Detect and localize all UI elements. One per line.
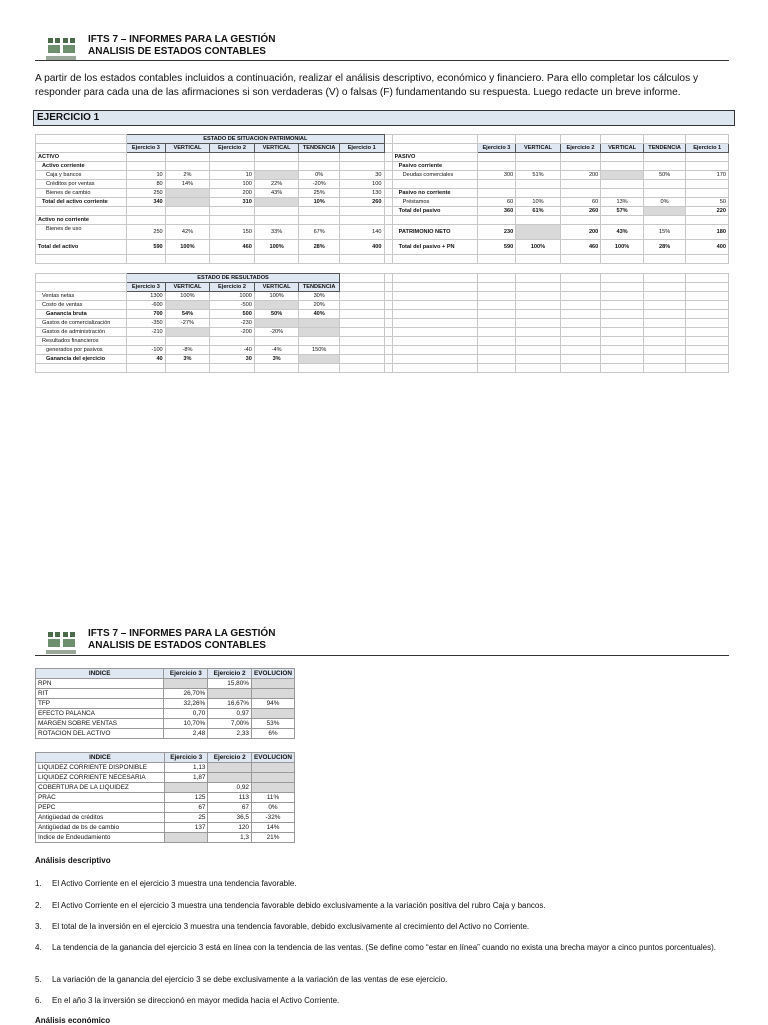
cell: EFECTO PALANCA [36, 709, 164, 719]
cell [516, 225, 561, 240]
col-header: VERTICAL [254, 283, 299, 292]
exercise-title: EJERCICIO 1 [33, 110, 735, 126]
item-text: La tendencia de la ganancia del ejercicio 3 está en línea con la tendencia de las ventas. (Se define como “estar en línea” cuando no exista una brecha mayor a cinco puntos porcentuales). [52, 943, 716, 952]
cell: 3% [254, 355, 299, 364]
col-header: Ejercicio 2 [208, 669, 252, 679]
cell: 2,33 [208, 729, 252, 739]
cell: 0,97 [208, 709, 252, 719]
row-label: Ganancia del ejercicio [36, 355, 127, 364]
cell: 67% [299, 225, 340, 240]
item-text: En el año 3 la inversión se direccionó en mayor medida hacia el Activo Corriente. [52, 996, 340, 1005]
cell: 460 [560, 240, 601, 255]
cell: 60 [477, 198, 516, 207]
institution-logo-icon [46, 630, 76, 654]
col-header: TENDENCIA [299, 144, 340, 153]
cell [254, 319, 299, 328]
cell: 100 [339, 180, 384, 189]
cell: 0% [643, 198, 686, 207]
col-header: Ejercicio 3 [164, 669, 208, 679]
row-label: Gastos de comercialización [36, 319, 127, 328]
cell: 30% [299, 292, 340, 301]
cell: 32,26% [164, 699, 208, 709]
table-row [36, 225, 729, 240]
table-row [36, 833, 295, 843]
cell: 60 [560, 198, 601, 207]
cell: 28% [299, 240, 340, 255]
cell [164, 833, 208, 843]
cell [208, 763, 252, 773]
cell: 30 [210, 355, 255, 364]
row-label: Activo no corriente [36, 216, 127, 225]
cell: 250 [127, 225, 166, 240]
item-number: 4. [35, 943, 42, 952]
cell: 300 [477, 171, 516, 180]
row-label: ACTIVO [36, 153, 127, 162]
header-title: IFTS 7 – INFORMES PARA LA GESTIÓN [88, 34, 276, 45]
cell: 6% [251, 729, 294, 739]
cell: 25 [164, 813, 208, 823]
balance-sheet-title: ESTADO DE SITUACION PATRIMONIAL [127, 135, 384, 144]
economic-index-table [35, 668, 295, 739]
cell: 130 [339, 189, 384, 198]
cell: -8% [165, 346, 210, 355]
cell: 125 [164, 793, 208, 803]
col-header: VERTICAL [601, 144, 644, 153]
table-row [36, 292, 729, 301]
section-title-descriptivo: Análisis descriptivo [35, 856, 111, 865]
cell [251, 709, 294, 719]
cell: 25% [299, 189, 340, 198]
table-row [36, 679, 295, 689]
cell: 500 [210, 310, 255, 319]
cell: 11% [251, 793, 294, 803]
row-label: Pasivo no corriente [392, 189, 477, 198]
cell [299, 319, 340, 328]
cell: 7,00% [208, 719, 252, 729]
cell: 26,70% [164, 689, 208, 699]
col-header: INDICE [36, 669, 164, 679]
cell: 260 [560, 207, 601, 216]
col-header: TENDENCIA [299, 283, 340, 292]
col-header: Ejercicio 2 [208, 753, 252, 763]
cell: 590 [127, 240, 166, 255]
table-row [36, 346, 729, 355]
cell: PEPC [36, 803, 165, 813]
item-text: La variación de la ganancia del ejercicio 3 se debe exclusivamente a la variación de las ventas de ese ejercicio. [52, 975, 448, 984]
cell: 50% [643, 171, 686, 180]
cell: 0% [299, 171, 340, 180]
cell [251, 679, 294, 689]
income-statement-table [35, 273, 729, 373]
cell: 67 [208, 803, 252, 813]
table-row [36, 719, 295, 729]
table-row [36, 207, 729, 216]
col-header: Ejercicio 1 [686, 144, 729, 153]
cell [165, 198, 210, 207]
col-header: Ejercicio 3 [127, 283, 166, 292]
cell [251, 783, 294, 793]
item-text: El total de la inversión en el ejercicio 3 muestra una tendencia favorable, debido exclusivamente al crecimiento del Activo no Corriente. [52, 922, 530, 931]
cell: 33% [254, 225, 299, 240]
col-header: Ejercicio 1 [339, 144, 384, 153]
cell: 200 [560, 225, 601, 240]
cell: 28% [643, 240, 686, 255]
cell: 220 [686, 207, 729, 216]
cell: TFP [36, 699, 164, 709]
cell: -350 [127, 319, 166, 328]
table-row [36, 793, 295, 803]
row-label: PATRIMONIO NETO [392, 225, 477, 240]
cell: -4% [254, 346, 299, 355]
cell: Antigüedad de bs de cambio [36, 823, 165, 833]
section-title-economico: Análisis económico [35, 1016, 111, 1025]
cell [299, 328, 340, 337]
row-label: Préstamos [392, 198, 477, 207]
cell [164, 783, 208, 793]
cell [643, 207, 686, 216]
cell: 100 [210, 180, 255, 189]
cell [165, 189, 210, 198]
header-rule [35, 655, 729, 656]
cell: 54% [165, 310, 210, 319]
cell: 230 [477, 225, 516, 240]
table-row [36, 240, 729, 255]
cell: 340 [127, 198, 166, 207]
cell: 310 [210, 198, 255, 207]
cell: 140 [339, 225, 384, 240]
col-header: TENDENCIA [643, 144, 686, 153]
cell: 40 [127, 355, 166, 364]
cell [251, 689, 294, 699]
cell: 150% [299, 346, 340, 355]
cell: 57% [601, 207, 644, 216]
cell: COBERTURA DE LA LIQUIDEZ [36, 783, 165, 793]
cell: 80 [127, 180, 166, 189]
cell: 0,92 [208, 783, 252, 793]
table-row [36, 813, 295, 823]
cell: 120 [208, 823, 252, 833]
table-row [36, 783, 295, 793]
table-row [36, 328, 729, 337]
cell: 61% [516, 207, 561, 216]
cell: 1000 [210, 292, 255, 301]
cell: RIT [36, 689, 164, 699]
cell: 16,67% [208, 699, 252, 709]
cell: 2,48 [164, 729, 208, 739]
cell: 14% [165, 180, 210, 189]
cell: 10% [299, 198, 340, 207]
cell: 100% [165, 240, 210, 255]
cell: 590 [477, 240, 516, 255]
col-header: EVOLUCION [251, 669, 294, 679]
cell [254, 198, 299, 207]
cell: 20% [299, 301, 340, 310]
row-label: Ganancia bruta [36, 310, 127, 319]
row-label: PASIVO [392, 153, 477, 162]
cell: 100% [165, 292, 210, 301]
cell: 36,5 [208, 813, 252, 823]
cell [164, 679, 208, 689]
item-number: 5. [35, 975, 42, 984]
cell: 260 [339, 198, 384, 207]
list-item [35, 900, 735, 911]
table-row [36, 729, 295, 739]
row-label: Créditos por ventas [36, 180, 127, 189]
list-item [35, 921, 735, 932]
cell: LIQUIDEZ CORRIENTE DISPONIBLE [36, 763, 165, 773]
table-row [36, 763, 295, 773]
header-rule [35, 60, 729, 61]
cell: 43% [601, 225, 644, 240]
cell: Indice de Endeudamiento [36, 833, 165, 843]
cell: 1,3 [208, 833, 252, 843]
financial-index-table [35, 752, 295, 843]
cell: 94% [251, 699, 294, 709]
table-row [36, 180, 729, 189]
cell [254, 171, 299, 180]
col-header: Ejercicio 3 [477, 144, 516, 153]
row-label: Total del pasivo [392, 207, 477, 216]
header-subtitle: ANALISIS DE ESTADOS CONTABLES [88, 640, 266, 651]
header-title: IFTS 7 – INFORMES PARA LA GESTIÓN [88, 628, 276, 639]
row-label: Total del activo corriente [36, 198, 127, 207]
cell: 15% [643, 225, 686, 240]
table-row [36, 301, 729, 310]
col-header: VERTICAL [254, 144, 299, 153]
table-row [36, 689, 295, 699]
table-row [36, 337, 729, 346]
cell [208, 689, 252, 699]
row-label: generados por pasivos [36, 346, 127, 355]
cell: 30 [339, 171, 384, 180]
cell: 42% [165, 225, 210, 240]
cell: 100% [601, 240, 644, 255]
item-number: 6. [35, 996, 42, 1005]
income-statement-title: ESTADO DE RESULTADOS [127, 274, 340, 283]
cell: -230 [210, 319, 255, 328]
row-label: Caja y bancos [36, 171, 127, 180]
cell: 0% [251, 803, 294, 813]
cell: 43% [254, 189, 299, 198]
col-header: Ejercicio 3 [164, 753, 208, 763]
row-label: Total del activo [36, 240, 127, 255]
cell: 40% [299, 310, 340, 319]
cell [165, 328, 210, 337]
table-row [36, 709, 295, 719]
item-number: 3. [35, 922, 42, 931]
cell: ROTACION DEL ACTIVO [36, 729, 164, 739]
item-number: 1. [35, 879, 42, 888]
cell: 200 [210, 189, 255, 198]
cell: 460 [210, 240, 255, 255]
cell: -40 [210, 346, 255, 355]
cell [254, 301, 299, 310]
cell: 250 [127, 189, 166, 198]
cell: 100% [516, 240, 561, 255]
table-row [36, 198, 729, 207]
col-header: INDICE [36, 753, 165, 763]
cell: 400 [339, 240, 384, 255]
cell: RPN [36, 679, 164, 689]
cell: PRAC [36, 793, 165, 803]
table-row [36, 823, 295, 833]
cell: 10 [210, 171, 255, 180]
cell [299, 355, 340, 364]
row-label: Bienes de cambio [36, 189, 127, 198]
cell [601, 171, 644, 180]
cell: 113 [208, 793, 252, 803]
col-header: VERTICAL [516, 144, 561, 153]
item-number: 2. [35, 901, 42, 910]
table-row [36, 699, 295, 709]
item-text: El Activo Corriente en el ejercicio 3 muestra una tendencia favorable debido exclusivamente a la variación positiva del rubro Caja y bancos. [52, 901, 546, 910]
list-item [35, 995, 735, 1006]
col-header: Ejercicio 2 [210, 144, 255, 153]
cell: 2% [165, 171, 210, 180]
cell: -200 [210, 328, 255, 337]
cell: 50 [686, 198, 729, 207]
cell: 400 [686, 240, 729, 255]
institution-logo-icon [46, 36, 76, 60]
cell [251, 763, 294, 773]
row-label: Costo de ventas [36, 301, 127, 310]
table-row [36, 803, 295, 813]
cell: 170 [686, 171, 729, 180]
cell: 3% [165, 355, 210, 364]
header-subtitle: ANALISIS DE ESTADOS CONTABLES [88, 46, 266, 57]
col-header: VERTICAL [165, 283, 210, 292]
table-row [36, 355, 729, 364]
cell: -20% [254, 328, 299, 337]
cell: 21% [251, 833, 294, 843]
cell: 1,87 [164, 773, 208, 783]
balance-sheet-table [35, 134, 729, 264]
cell: -210 [127, 328, 166, 337]
cell: 10 [127, 171, 166, 180]
page-header-2 [46, 628, 275, 654]
row-label: Deudas comerciales [392, 171, 477, 180]
col-header: Ejercicio 3 [127, 144, 166, 153]
col-header: Ejercicio 2 [560, 144, 601, 153]
cell: 180 [686, 225, 729, 240]
table-row [36, 773, 295, 783]
page-header [46, 34, 275, 60]
row-label: Pasivo corriente [392, 162, 477, 171]
cell: -500 [210, 301, 255, 310]
cell [251, 773, 294, 783]
cell: 100% [254, 292, 299, 301]
cell: -20% [299, 180, 340, 189]
cell: 53% [251, 719, 294, 729]
row-label: Activo corriente [36, 162, 127, 171]
cell: 200 [560, 171, 601, 180]
row-label: Gastos de administración [36, 328, 127, 337]
cell: 67 [164, 803, 208, 813]
table-row [36, 171, 729, 180]
cell: -600 [127, 301, 166, 310]
col-header: Ejercicio 2 [210, 283, 255, 292]
cell: MARGEN SOBRE VENTAS [36, 719, 164, 729]
row-label: Total del pasivo + PN [392, 240, 477, 255]
cell: -100 [127, 346, 166, 355]
cell: -32% [251, 813, 294, 823]
table-row [36, 189, 729, 198]
cell: 10% [516, 198, 561, 207]
cell: 1300 [127, 292, 166, 301]
col-header: EVOLUCION [251, 753, 294, 763]
cell: -27% [165, 319, 210, 328]
cell: 50% [254, 310, 299, 319]
cell: 14% [251, 823, 294, 833]
item-text: El Activo Corriente en el ejercicio 3 muestra una tendencia favorable. [52, 879, 297, 888]
cell: 100% [254, 240, 299, 255]
cell: 13% [601, 198, 644, 207]
col-header: VERTICAL [165, 144, 210, 153]
cell: 22% [254, 180, 299, 189]
list-item [35, 974, 735, 985]
cell: Antigüedad de créditos [36, 813, 165, 823]
cell: 15,80% [208, 679, 252, 689]
cell [165, 301, 210, 310]
table-row [36, 310, 729, 319]
list-item [35, 942, 735, 953]
row-label: Resultados financieros [36, 337, 127, 346]
cell: 10,70% [164, 719, 208, 729]
row-label: Ventas netas [36, 292, 127, 301]
cell [208, 773, 252, 783]
cell: 51% [516, 171, 561, 180]
cell: 0,70 [164, 709, 208, 719]
table-row [36, 319, 729, 328]
cell: LIQUIDEZ CORRIENTE NECESARIA [36, 773, 165, 783]
row-label: Bienes de uso [36, 225, 127, 240]
cell: 1,13 [164, 763, 208, 773]
cell: 360 [477, 207, 516, 216]
intro-paragraph: A partir de los estados contables incluidos a continuación, realizar el análisis descriptivo, económico y financiero. Para ello completar los cálculos y responder para cada una de las afirmaciones si son verdaderas (V) o falsas (F) fundamentando su respuesta. Luego redacte un breve informe. [35, 73, 699, 98]
list-item [35, 878, 735, 889]
cell: 700 [127, 310, 166, 319]
cell: 137 [164, 823, 208, 833]
cell: 150 [210, 225, 255, 240]
